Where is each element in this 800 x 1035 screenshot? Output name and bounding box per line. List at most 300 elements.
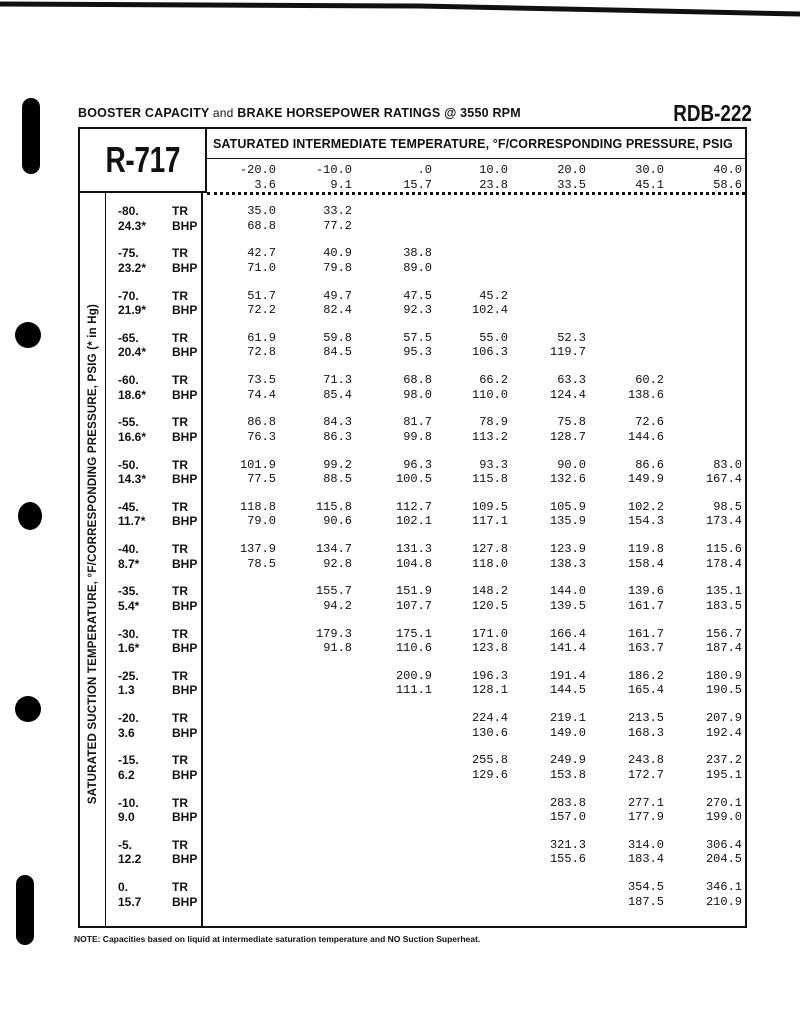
tr-value: 40.9: [323, 246, 352, 261]
binder-hole: [15, 696, 41, 722]
bhp-value: 210.9: [705, 894, 742, 909]
row-label-tr: TR: [172, 668, 188, 683]
table-cell: [682, 458, 742, 487]
bhp-value: 86.3: [323, 429, 352, 444]
table-cell: [526, 542, 586, 571]
table-cell: [682, 542, 742, 571]
table-cell: [448, 627, 508, 656]
tr-value: 81.7: [403, 415, 432, 430]
table-cell: [372, 289, 432, 318]
table-cell: [604, 415, 664, 444]
row-suction-pressure: 8.7*: [118, 556, 140, 571]
row-suction-pressure: 5.4*: [118, 598, 140, 613]
bhp-value: 128.7: [549, 429, 586, 444]
tr-value: 249.9: [549, 753, 586, 768]
bhp-value: 128.1: [471, 683, 508, 698]
tr-value: 243.8: [627, 753, 664, 768]
bhp-value: 138.3: [549, 556, 586, 571]
tr-value: 84.3: [323, 415, 352, 430]
tr-value: 45.2: [479, 288, 508, 303]
table-cell: [448, 753, 508, 782]
row-suction-temperature: -70.: [118, 288, 139, 303]
row-suction-temperature: -40.: [118, 542, 139, 556]
bhp-value: 183.4: [627, 852, 664, 867]
column-temperature: 40.0: [713, 163, 742, 177]
bhp-value: 123.8: [471, 641, 508, 655]
table-cell: [372, 584, 432, 613]
column-pressure: 58.6: [713, 177, 742, 192]
bhp-value: 165.4: [627, 683, 664, 698]
row-suction-pressure: 16.6*: [118, 429, 147, 444]
row-label: [108, 373, 200, 403]
row-label-tr: TR: [172, 711, 188, 725]
bhp-value: 99.8: [403, 429, 432, 444]
row-label-bhp: BHP: [172, 429, 198, 444]
tr-value: 123.9: [549, 542, 586, 556]
row-suction-temperature: -45.: [118, 499, 139, 514]
table-cell: [448, 458, 508, 487]
row-label-tr: TR: [172, 499, 188, 514]
table-cell: [526, 669, 586, 698]
tr-value: 90.0: [557, 457, 586, 472]
tr-value: 175.1: [395, 626, 432, 641]
row-suction-pressure: 1.6*: [118, 641, 140, 655]
table-cell: [216, 373, 276, 402]
row-label-bhp: BHP: [172, 683, 198, 698]
bhp-value: 84.5: [323, 345, 352, 360]
tr-value: 102.2: [627, 499, 664, 514]
tr-value: 96.3: [403, 457, 432, 472]
table-cell: [604, 458, 664, 487]
column-header: [292, 163, 352, 192]
bhp-value: 168.3: [627, 725, 664, 740]
row-label-tr: TR: [172, 837, 188, 852]
table-cell: [682, 627, 742, 656]
row-label-bhp: BHP: [172, 303, 198, 317]
row-label-bhp: BHP: [172, 894, 198, 909]
table-cell: [448, 331, 508, 360]
bhp-value: 120.5: [471, 598, 508, 613]
tr-value: 135.1: [705, 584, 742, 599]
bhp-value: 77.2: [323, 218, 352, 233]
bhp-value: 187.5: [627, 894, 664, 909]
bhp-value: 107.7: [395, 598, 432, 613]
tr-value: 151.9: [395, 584, 432, 599]
refrigerant-label: R-717: [105, 139, 180, 180]
row-label: [108, 584, 200, 614]
table-cell: [682, 753, 742, 782]
tr-value: 306.4: [705, 837, 742, 852]
bhp-value: 72.8: [247, 345, 276, 360]
table-cell: [604, 627, 664, 656]
binder-hole: [22, 98, 40, 174]
column-pressure: 45.1: [635, 177, 664, 192]
row-label: [108, 669, 200, 699]
table-cell: [526, 331, 586, 360]
row-suction-temperature: -50.: [118, 457, 139, 472]
tr-value: 83.0: [713, 457, 742, 472]
table-cell: [526, 373, 586, 402]
column-pressure: 23.8: [479, 177, 508, 192]
bhp-value: 177.9: [627, 810, 664, 824]
row-label: [108, 331, 200, 361]
column-pressure: 9.1: [330, 177, 352, 192]
bhp-value: 124.4: [549, 387, 586, 402]
bhp-value: 157.0: [549, 810, 586, 824]
row-suction-temperature: -55.: [118, 415, 139, 430]
row-label: [108, 500, 200, 530]
table-cell: [448, 500, 508, 529]
row-suction-pressure: 11.7*: [118, 514, 146, 529]
table-cell: [448, 711, 508, 740]
tr-value: 186.2: [627, 668, 664, 683]
row-suction-temperature: -15.: [118, 753, 139, 768]
table-cell: [682, 500, 742, 529]
bhp-value: 95.3: [403, 345, 432, 360]
bhp-value: 79.8: [323, 260, 352, 275]
tr-value: 49.7: [323, 288, 352, 303]
table-cell: [448, 289, 508, 318]
bhp-value: 92.3: [403, 303, 432, 317]
column-temperature: 20.0: [557, 163, 586, 177]
bhp-value: 161.7: [627, 598, 664, 613]
row-label-bhp: BHP: [172, 641, 198, 655]
tr-value: 314.0: [627, 837, 664, 852]
tr-value: 38.8: [403, 246, 432, 261]
table-cell: [526, 753, 586, 782]
row-label-bhp: BHP: [172, 514, 198, 529]
table-cell: [292, 289, 352, 318]
tr-value: 57.5: [403, 330, 432, 345]
table-cell: [372, 373, 432, 402]
table-cell: [448, 669, 508, 698]
bhp-value: 158.4: [627, 556, 664, 571]
bhp-value: 68.8: [247, 218, 276, 233]
tr-value: 72.6: [635, 415, 664, 430]
row-label-tr: TR: [172, 457, 188, 472]
table-cell: [448, 542, 508, 571]
table-cell: [682, 838, 742, 867]
row-label-bhp: BHP: [172, 767, 198, 782]
row-label-bhp: BHP: [172, 598, 198, 613]
tr-value: 99.2: [323, 457, 352, 472]
bhp-value: 167.4: [705, 472, 742, 486]
footnote: NOTE: Capacities based on liquid at intermediate saturation temperature and NO Suction Superheat.: [74, 934, 481, 944]
row-label: [108, 458, 200, 488]
column-header: [604, 163, 664, 192]
table-cell: [526, 627, 586, 656]
row-suction-temperature: -10.: [118, 795, 139, 810]
tr-value: 148.2: [471, 584, 508, 599]
row-label-tr: TR: [172, 415, 188, 430]
bhp-value: 92.8: [323, 556, 352, 571]
column-header: [526, 163, 586, 192]
header-dotted-rule: [207, 192, 745, 195]
tr-value: 59.8: [323, 330, 352, 345]
row-suction-pressure: 6.2: [118, 767, 135, 782]
tr-value: 134.7: [315, 542, 352, 556]
table-cell: [682, 711, 742, 740]
table-cell: [216, 289, 276, 318]
table-cell: [604, 373, 664, 402]
row-label-bhp: BHP: [172, 556, 198, 571]
bhp-value: 192.4: [705, 725, 742, 740]
row-axis-label: SATURATED SUCTION TEMPERATURE, °F/CORRESPONDING PRESSURE, PSIG (* in Hg): [87, 303, 99, 805]
bhp-value: 173.4: [705, 514, 742, 529]
row-suction-temperature: -60.: [118, 373, 139, 387]
tr-value: 109.5: [471, 499, 508, 514]
table-cell: [292, 627, 352, 656]
bhp-value: 183.5: [705, 598, 742, 613]
page-title: BOOSTER CAPACITY and BRAKE HORSEPOWER RATINGS @ 3550 RPM: [78, 106, 521, 120]
bhp-value: 178.4: [705, 556, 742, 571]
column-group-header: SATURATED INTERMEDIATE TEMPERATURE, °F/CORRESPONDING PRESSURE, PSIG: [207, 129, 745, 159]
row-label: [108, 753, 200, 783]
tr-value: 155.7: [315, 584, 352, 599]
tr-value: 61.9: [247, 330, 276, 345]
table-cell: [292, 584, 352, 613]
bhp-value: 190.5: [705, 683, 742, 698]
row-label-bhp: BHP: [172, 472, 198, 486]
bhp-value: 110.6: [395, 641, 432, 655]
bhp-value: 98.0: [403, 387, 432, 402]
table-cell: [526, 838, 586, 867]
row-suction-pressure: 9.0: [118, 810, 135, 824]
bhp-value: 163.7: [627, 641, 664, 655]
tr-value: 60.2: [635, 373, 664, 387]
bhp-value: 149.9: [627, 472, 664, 486]
table-cell: [216, 246, 276, 275]
tr-value: 86.8: [247, 415, 276, 430]
bhp-value: 90.6: [323, 514, 352, 529]
row-suction-pressure: 12.2: [118, 852, 142, 867]
table-cell: [604, 500, 664, 529]
bhp-value: 155.6: [549, 852, 586, 867]
bhp-value: 77.5: [247, 472, 276, 486]
table-cell: [682, 796, 742, 825]
tr-value: 346.1: [705, 880, 742, 894]
tr-value: 131.3: [395, 542, 432, 556]
bhp-value: 71.0: [247, 260, 276, 275]
table-cell: [604, 880, 664, 909]
tr-value: 207.9: [705, 711, 742, 725]
binder-hole: [15, 322, 41, 348]
row-label-tr: TR: [172, 880, 188, 894]
row-label: [108, 880, 200, 910]
row-label-bhp: BHP: [172, 218, 198, 233]
bhp-value: 199.0: [705, 810, 742, 824]
tr-value: 180.9: [705, 668, 742, 683]
bhp-value: 74.4: [247, 387, 276, 402]
column-header: [448, 163, 508, 192]
row-label-tr: TR: [172, 753, 188, 768]
bhp-value: 82.4: [323, 303, 352, 317]
tr-value: 66.2: [479, 373, 508, 387]
table-cell: [604, 838, 664, 867]
tr-value: 42.7: [247, 246, 276, 261]
bhp-value: 88.5: [323, 472, 352, 486]
table-cell: [292, 331, 352, 360]
row-label-bhp: BHP: [172, 387, 198, 402]
row-label: [108, 415, 200, 445]
row-label-bhp: BHP: [172, 852, 198, 867]
bhp-value: 72.2: [247, 303, 276, 317]
side-label-divider: [105, 191, 106, 928]
row-suction-temperature: -20.: [118, 711, 139, 725]
table-cell: [526, 796, 586, 825]
row-label-bhp: BHP: [172, 725, 198, 740]
row-label-tr: TR: [172, 204, 188, 218]
row-label: [108, 796, 200, 826]
bhp-value: 100.5: [395, 472, 432, 486]
row-suction-pressure: 14.3*: [118, 472, 147, 486]
table-cell: [448, 415, 508, 444]
tr-value: 78.9: [479, 415, 508, 430]
column-header: [682, 163, 742, 192]
table-cell: [372, 415, 432, 444]
column-temperature: -10.0: [315, 163, 352, 177]
tr-value: 51.7: [247, 288, 276, 303]
bhp-value: 141.4: [549, 641, 586, 655]
tr-value: 71.3: [323, 373, 352, 387]
tr-value: 112.7: [395, 499, 432, 514]
tr-value: 161.7: [627, 626, 664, 641]
table-cell: [216, 204, 276, 233]
row-suction-temperature: -35.: [118, 584, 139, 599]
row-label-bhp: BHP: [172, 260, 198, 275]
bhp-value: 144.6: [627, 429, 664, 444]
tr-value: 35.0: [247, 204, 276, 218]
bhp-value: 144.5: [549, 683, 586, 698]
table-cell: [292, 373, 352, 402]
row-label-divider: [201, 191, 203, 928]
bhp-value: 118.0: [471, 556, 508, 571]
row-label: [108, 627, 200, 657]
bhp-value: 129.6: [471, 767, 508, 782]
bhp-value: 78.5: [247, 556, 276, 571]
table-cell: [292, 246, 352, 275]
bhp-value: 139.5: [549, 598, 586, 613]
bhp-value: 102.4: [471, 303, 508, 317]
row-label-bhp: BHP: [172, 810, 198, 824]
bhp-value: 138.6: [627, 387, 664, 402]
tr-value: 86.6: [635, 457, 664, 472]
row-suction-temperature: -30.: [118, 626, 139, 641]
tr-value: 98.5: [713, 499, 742, 514]
table-cell: [604, 584, 664, 613]
bhp-value: 76.3: [247, 429, 276, 444]
tr-value: 63.3: [557, 373, 586, 387]
row-label-tr: TR: [172, 288, 188, 303]
tr-value: 166.4: [549, 626, 586, 641]
table-cell: [292, 415, 352, 444]
table-cell: [372, 542, 432, 571]
bhp-value: 195.1: [705, 767, 742, 782]
table-cell: [604, 669, 664, 698]
tr-value: 196.3: [471, 668, 508, 683]
table-cell: [292, 458, 352, 487]
bhp-value: 153.8: [549, 767, 586, 782]
table-cell: [682, 584, 742, 613]
row-label-tr: TR: [172, 542, 188, 556]
table-cell: [216, 331, 276, 360]
bhp-value: 89.0: [403, 260, 432, 275]
row-label: [108, 711, 200, 741]
tr-value: 68.8: [403, 373, 432, 387]
row-label: [108, 204, 200, 234]
table-cell: [448, 373, 508, 402]
column-header: [216, 163, 276, 192]
table-cell: [372, 458, 432, 487]
table-cell: [604, 753, 664, 782]
table-cell: [682, 669, 742, 698]
bhp-value: 111.1: [395, 683, 432, 698]
table-cell: [604, 796, 664, 825]
tr-value: 115.6: [705, 542, 742, 556]
tr-value: 119.8: [627, 542, 664, 556]
row-label-tr: TR: [172, 626, 188, 641]
tr-value: 93.3: [479, 457, 508, 472]
bhp-value: 130.6: [471, 725, 508, 740]
tr-value: 55.0: [479, 330, 508, 345]
bhp-value: 119.7: [549, 345, 586, 360]
tr-value: 270.1: [705, 795, 742, 810]
table-cell: [372, 500, 432, 529]
tr-value: 179.3: [315, 626, 352, 641]
binder-hole: [18, 502, 42, 530]
column-temperature: 30.0: [635, 163, 664, 177]
bhp-value: 132.6: [549, 472, 586, 486]
column-temperature: .0: [417, 163, 432, 177]
table-cell: [292, 542, 352, 571]
table-cell: [604, 711, 664, 740]
bhp-value: 85.4: [323, 387, 352, 402]
tr-value: 237.2: [705, 753, 742, 768]
tr-value: 52.3: [557, 330, 586, 345]
tr-value: 354.5: [627, 880, 664, 894]
table-cell: [372, 246, 432, 275]
bhp-value: 106.3: [471, 345, 508, 360]
bhp-value: 91.8: [323, 641, 352, 655]
row-suction-pressure: 1.3: [118, 683, 135, 698]
tr-value: 277.1: [627, 795, 664, 810]
row-suction-pressure: 20.4*: [118, 345, 147, 360]
bhp-value: 135.9: [549, 514, 586, 529]
row-suction-temperature: -5.: [118, 837, 133, 852]
row-label-tr: TR: [172, 373, 188, 387]
bhp-value: 204.5: [705, 852, 742, 867]
table-cell: [216, 458, 276, 487]
tr-value: 33.2: [323, 204, 352, 218]
row-label-tr: TR: [172, 246, 188, 261]
table-cell: [372, 331, 432, 360]
tr-value: 156.7: [705, 626, 742, 641]
row-label: [108, 246, 200, 276]
bhp-value: 154.3: [627, 514, 664, 529]
column-pressure: 15.7: [403, 177, 432, 192]
row-label-tr: TR: [172, 330, 188, 345]
tr-value: 75.8: [557, 415, 586, 430]
table-cell: [526, 584, 586, 613]
row-suction-temperature: 0.: [118, 880, 129, 894]
tr-value: 101.9: [239, 457, 276, 472]
scan-top-edge: [0, 0, 800, 22]
row-suction-temperature: -65.: [118, 330, 139, 345]
tr-value: 139.6: [627, 584, 664, 599]
tr-value: 115.8: [315, 499, 352, 514]
bhp-value: 94.2: [323, 598, 352, 613]
binder-hole: [16, 875, 34, 945]
